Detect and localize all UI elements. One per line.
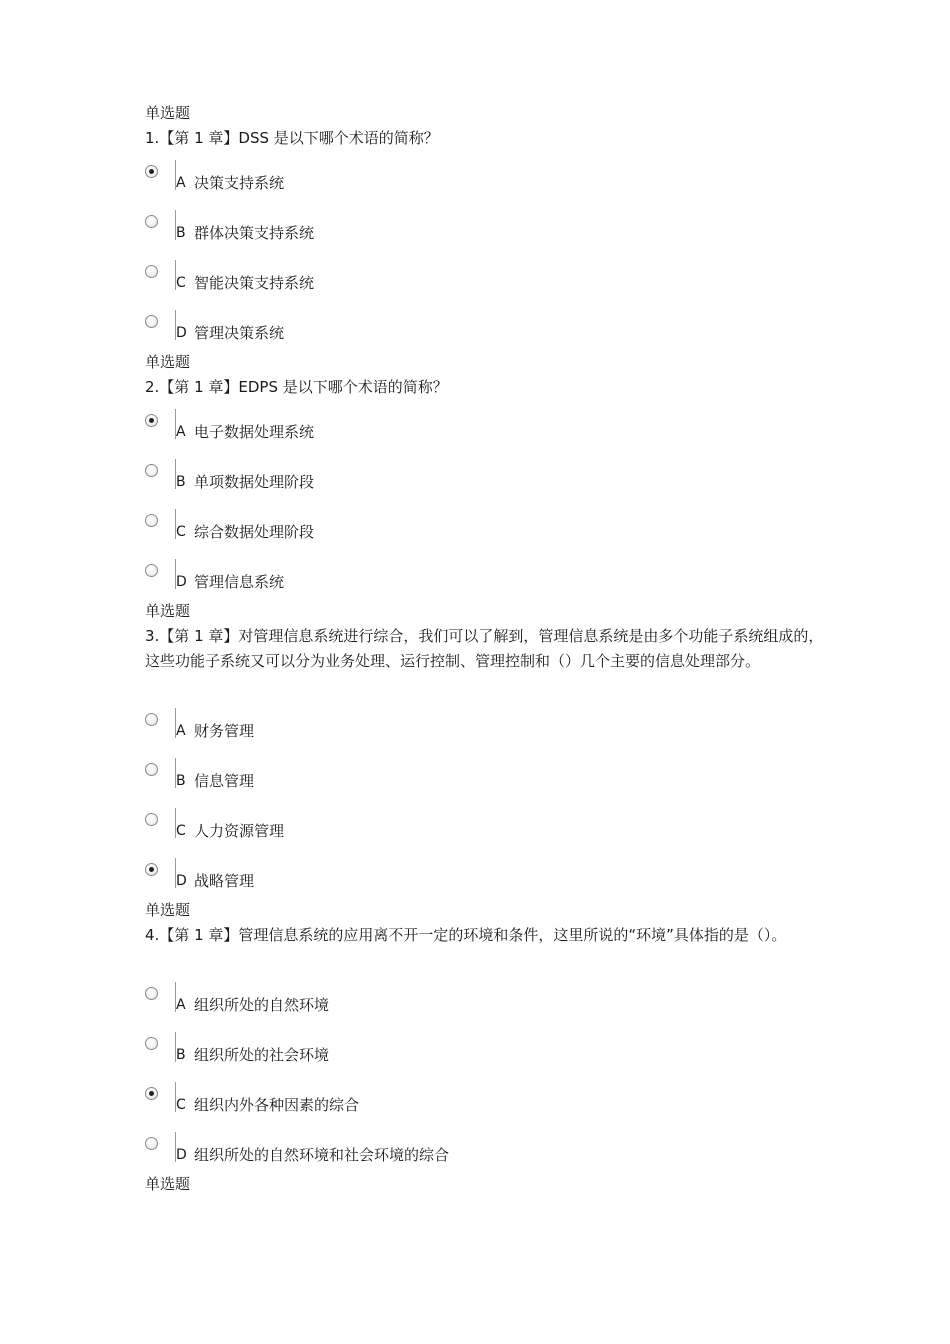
option-letter: C: [176, 823, 186, 839]
option-letter: D: [176, 325, 187, 341]
option-letter: C: [176, 1097, 186, 1113]
question-text: 4.【第 1 章】管理信息系统的应用离不开一定的环境和条件，这里所说的“环境”具体指的是（）。: [145, 926, 787, 944]
radio-button[interactable]: [145, 987, 158, 1000]
radio-button[interactable]: [145, 1137, 158, 1150]
question-type-label: 单选题: [145, 1175, 191, 1193]
question-type-label: 单选题: [145, 602, 191, 620]
option-label: 管理决策系统: [194, 324, 285, 342]
option-d[interactable]: [145, 559, 545, 599]
question-text: 2.【第 1 章】EDPS 是以下哪个术语的简称？: [145, 378, 448, 396]
radio-button[interactable]: [145, 464, 158, 477]
radio-button[interactable]: [145, 514, 158, 527]
option-c[interactable]: [145, 260, 545, 300]
option-c[interactable]: [145, 808, 545, 848]
option-label: 财务管理: [194, 722, 255, 740]
option-b[interactable]: [145, 1032, 545, 1072]
option-c[interactable]: [145, 509, 545, 549]
option-a[interactable]: [145, 982, 545, 1022]
question-type-label: 单选题: [145, 353, 191, 371]
option-label: 战略管理: [194, 872, 255, 890]
option-letter: C: [176, 524, 186, 540]
radio-button[interactable]: [145, 1037, 158, 1050]
option-a[interactable]: [145, 708, 545, 748]
option-label: 人力资源管理: [194, 822, 285, 840]
option-d[interactable]: [145, 858, 545, 898]
radio-button[interactable]: [145, 863, 158, 876]
radio-button[interactable]: [145, 813, 158, 826]
option-letter: C: [176, 275, 186, 291]
option-letter: D: [176, 574, 187, 590]
option-b[interactable]: [145, 210, 545, 250]
option-a[interactable]: [145, 409, 545, 449]
option-b[interactable]: [145, 459, 545, 499]
option-label: 决策支持系统: [194, 174, 285, 192]
option-letter: B: [176, 474, 186, 490]
question-type-label: 单选题: [145, 104, 191, 122]
radio-button[interactable]: [145, 414, 158, 427]
radio-button[interactable]: [145, 265, 158, 278]
option-label: 组织所处的自然环境: [194, 996, 330, 1014]
option-label: 群体决策支持系统: [194, 224, 315, 242]
option-label: 信息管理: [194, 772, 255, 790]
option-c[interactable]: [145, 1082, 545, 1122]
option-letter: B: [176, 1047, 186, 1063]
option-letter: D: [176, 873, 187, 889]
radio-button[interactable]: [145, 1087, 158, 1100]
question-type-label: 单选题: [145, 901, 191, 919]
option-letter: A: [176, 424, 186, 440]
option-d[interactable]: [145, 310, 545, 350]
option-label: 组织内外各种因素的综合: [194, 1096, 360, 1114]
radio-button[interactable]: [145, 564, 158, 577]
option-a[interactable]: [145, 160, 545, 200]
option-letter: D: [176, 1147, 187, 1163]
option-label: 电子数据处理系统: [194, 423, 315, 441]
option-label: 单项数据处理阶段: [194, 473, 315, 491]
option-letter: B: [176, 773, 186, 789]
question-text: 1.【第 1 章】DSS 是以下哪个术语的简称？: [145, 129, 439, 147]
option-label: 组织所处的社会环境: [194, 1046, 330, 1064]
radio-button[interactable]: [145, 713, 158, 726]
option-letter: B: [176, 225, 186, 241]
option-d[interactable]: [145, 1132, 545, 1172]
radio-button[interactable]: [145, 763, 158, 776]
option-b[interactable]: [145, 758, 545, 798]
question-text: 3.【第 1 章】对管理信息系统进行综合，我们可以了解到，管理信息系统是由多个功能子系统组成的，这些功能子系统又可以分为业务处理、运行控制、管理控制和（）几个主要的信息处理部分。: [145, 627, 824, 670]
option-label: 综合数据处理阶段: [194, 523, 315, 541]
option-label: 管理信息系统: [194, 573, 285, 591]
option-letter: A: [176, 723, 186, 739]
option-label: 智能决策支持系统: [194, 274, 315, 292]
radio-button[interactable]: [145, 315, 158, 328]
option-letter: A: [176, 175, 186, 191]
option-label: 组织所处的自然环境和社会环境的综合: [194, 1146, 450, 1164]
option-letter: A: [176, 997, 186, 1013]
radio-button[interactable]: [145, 215, 158, 228]
radio-button[interactable]: [145, 165, 158, 178]
